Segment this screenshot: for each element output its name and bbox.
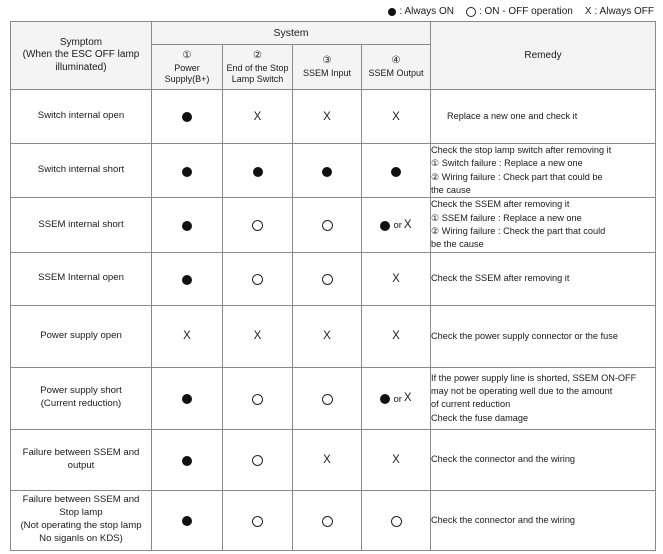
remedy-cell	[431, 305, 656, 367]
always-on-symbol	[182, 167, 192, 177]
symptom-cell	[11, 90, 152, 144]
always-off-symbol: X	[323, 453, 331, 466]
table-row	[11, 305, 656, 367]
status-cell	[362, 490, 431, 550]
symptom-line: No siganls on KDS)	[39, 533, 123, 545]
table-row	[11, 144, 656, 198]
column-ssem-input	[293, 45, 362, 90]
symptom-line: SSEM internal short	[38, 218, 124, 230]
on-off-symbol	[252, 274, 263, 285]
status-cell	[223, 198, 293, 252]
symptom-line: output	[67, 459, 95, 471]
status-cell	[293, 252, 362, 305]
on-off-symbol	[466, 7, 476, 17]
or-text: or	[393, 393, 402, 405]
column-number: ②	[253, 49, 262, 61]
always-off-symbol: X	[392, 110, 400, 123]
status-cell	[293, 490, 362, 550]
symptom-header-line1: Symptom	[59, 36, 103, 48]
always-off-symbol: X	[323, 110, 331, 123]
remedy-line: Check the connector and the wiring	[431, 454, 576, 465]
remedy-line: Replace a new one and check it	[447, 110, 578, 121]
status-cell	[152, 305, 223, 367]
status-cell	[223, 252, 293, 305]
symptom-cell	[11, 429, 152, 490]
table-body	[11, 90, 656, 551]
always-off-symbol: X	[253, 110, 262, 123]
remedy-line: Check the SSEM after removing it	[431, 273, 570, 284]
on-off-symbol	[252, 394, 263, 405]
symptom-cell	[11, 198, 152, 252]
status-cell	[223, 429, 293, 490]
symptom-cell	[11, 490, 152, 550]
status-cell	[293, 90, 362, 144]
column-label: SSEM Input	[302, 68, 352, 79]
status-cell	[223, 305, 293, 367]
status-cell	[362, 429, 431, 490]
remedy-line: the cause	[431, 185, 471, 196]
symptom-line: Stop lamp	[59, 507, 103, 519]
remedy-line: Check the power supply connector or the fuse	[431, 330, 618, 341]
column-label: SSEM Output	[368, 68, 424, 79]
always-on-symbol	[182, 456, 192, 466]
symptom-cell	[11, 367, 152, 429]
status-cell	[362, 90, 431, 144]
on-off-symbol	[391, 516, 402, 527]
column-number: ③	[322, 55, 332, 67]
on-off-symbol	[252, 516, 263, 527]
status-cell	[362, 305, 431, 367]
column-number: ④	[391, 55, 401, 67]
column-number: ①	[182, 49, 192, 61]
symptom-cell	[11, 144, 152, 198]
on-off-symbol	[252, 455, 263, 466]
remedy-cell	[431, 198, 656, 252]
remedy-cell	[431, 144, 656, 198]
remedy-line: ① Switch failure : Replace a new one	[431, 158, 583, 169]
remedy-cell	[431, 90, 656, 144]
table-row	[11, 252, 656, 305]
symptom-line: Failure between SSEM and	[22, 494, 140, 506]
status-cell	[152, 198, 223, 252]
symptom-cell	[11, 252, 152, 305]
always-off-symbol: X	[392, 330, 400, 343]
remedy-cell	[431, 367, 656, 429]
symptom-line: Power supply short	[40, 385, 122, 397]
always-on-symbol	[182, 516, 192, 526]
always-on-symbol	[388, 8, 396, 16]
always-on-symbol	[182, 275, 192, 285]
symptom-line: (Not operating the stop lamp	[20, 520, 142, 532]
always-on-symbol	[391, 167, 401, 177]
table-row	[11, 490, 656, 550]
column-ssem-output	[362, 45, 431, 90]
status-cell	[152, 252, 223, 305]
symptom-line: Switch internal open	[37, 110, 125, 122]
always-off-symbol: X	[403, 392, 412, 405]
always-off-symbol: X	[403, 219, 412, 232]
symptom-line: (Current reduction)	[40, 398, 122, 410]
symptom-line: Power supply open	[40, 329, 122, 341]
on-off-symbol	[322, 516, 333, 527]
status-cell	[293, 367, 362, 429]
status-cell	[223, 367, 293, 429]
status-cell	[152, 490, 223, 550]
remedy-line: ① SSEM failure : Replace a new one	[431, 212, 582, 223]
column-stop-lamp-switch	[223, 45, 293, 90]
always-off-symbol: X	[183, 330, 191, 343]
on-off-symbol	[322, 274, 333, 285]
diagnosis-table	[10, 21, 656, 551]
always-off-symbol: X	[253, 330, 262, 343]
table-row	[11, 367, 656, 429]
symptom-cell	[11, 305, 152, 367]
symptom-header	[11, 22, 152, 90]
always-on-symbol	[322, 167, 332, 177]
column-power-supply	[152, 45, 223, 90]
status-cell	[293, 198, 362, 252]
status-cell	[362, 144, 431, 198]
column-label: End of the Stop	[226, 62, 289, 73]
symptom-line: Switch internal short	[37, 164, 125, 176]
status-cell	[293, 305, 362, 367]
system-header: System	[152, 22, 431, 45]
legend-always-on-label: : Always ON	[399, 6, 454, 17]
remedy-cell	[431, 429, 656, 490]
remedy-line: If the power supply line is shorted, SSEM ON-OFF	[431, 372, 637, 383]
symptom-line: SSEM Internal open	[38, 272, 124, 284]
symptom-header-line3: illuminated)	[55, 61, 107, 73]
remedy-cell	[431, 490, 656, 550]
remedy-line: be the cause	[431, 239, 484, 250]
always-off-symbol: X	[392, 453, 400, 466]
remedy-line: ② Wiring failure : Check the part that could	[431, 226, 606, 237]
status-cell	[223, 90, 293, 144]
status-cell	[223, 144, 293, 198]
always-on-symbol	[253, 167, 263, 177]
remedy-line: Check the fuse damage	[431, 412, 529, 423]
on-off-symbol	[322, 220, 333, 231]
or-text: or	[393, 220, 402, 232]
remedy-line: of current reduction	[431, 399, 511, 410]
column-label: Lamp Switch	[231, 73, 284, 84]
remedy-line: Check the SSEM after removing it	[431, 199, 570, 210]
always-on-symbol	[182, 394, 192, 404]
always-on-symbol	[182, 112, 192, 122]
remedy-cell	[431, 252, 656, 305]
status-cell	[152, 90, 223, 144]
always-on-symbol	[380, 394, 390, 404]
status-cell	[362, 198, 431, 252]
symptom-line: Failure between SSEM and	[22, 446, 140, 458]
table-row	[11, 429, 656, 490]
always-off-symbol: X	[392, 272, 400, 285]
table-row	[11, 198, 656, 252]
status-cell	[362, 252, 431, 305]
symptom-header-line2: (When the ESC OFF lamp	[22, 49, 140, 61]
legend	[388, 6, 654, 17]
table-row	[11, 90, 656, 144]
legend-always-off-label: : Always OFF	[594, 6, 654, 17]
on-off-symbol	[322, 394, 333, 405]
always-on-symbol	[182, 221, 192, 231]
remedy-header: Remedy	[431, 22, 656, 90]
status-cell	[293, 144, 362, 198]
on-off-symbol	[252, 220, 263, 231]
always-on-symbol	[380, 221, 390, 231]
remedy-line: may not be operating well due to the amount	[431, 385, 613, 396]
remedy-line: Check the connector and the wiring	[431, 514, 576, 525]
status-cell	[362, 367, 431, 429]
always-off-symbol: X	[584, 6, 592, 17]
remedy-line: Check the stop lamp switch after removing it	[431, 145, 612, 155]
column-label: Power Supply(B+)	[164, 62, 210, 84]
always-off-symbol: X	[323, 330, 331, 343]
status-cell	[152, 429, 223, 490]
status-cell	[152, 367, 223, 429]
legend-on-off-label: : ON - OFF operation	[478, 6, 573, 17]
status-cell	[293, 429, 362, 490]
status-cell	[152, 144, 223, 198]
status-cell	[223, 490, 293, 550]
remedy-line: ② Wiring failure : Check part that could be	[431, 171, 603, 182]
